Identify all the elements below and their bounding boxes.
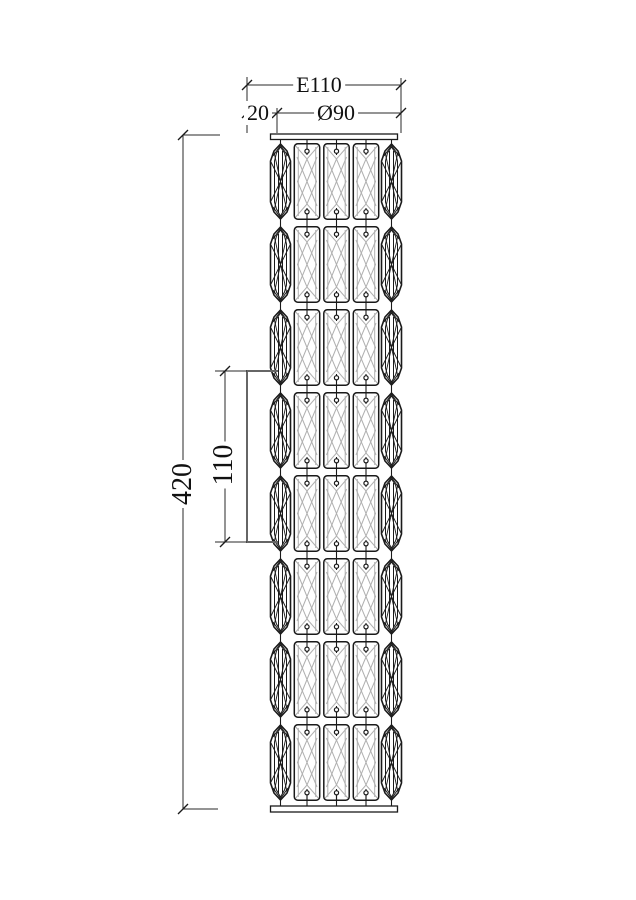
dimension-label-overall-width: E110 [293, 73, 345, 97]
dimension-label-diameter: Ø90 [314, 101, 358, 125]
dimension-label-overall-height: 420 [168, 460, 198, 508]
top-canopy-plate [271, 134, 398, 140]
crystal-row [271, 136, 402, 221]
crystal-row [271, 385, 402, 470]
crystal-column [271, 136, 402, 802]
crystal-row [271, 302, 402, 387]
crystal-row [271, 551, 402, 636]
crystal-row [271, 717, 402, 802]
bottom-plate [271, 806, 398, 812]
crystal-row [271, 468, 402, 553]
crystal-row [271, 634, 402, 719]
dimension-label-crystal-module: 110 [209, 442, 239, 489]
dimension-label-wall-offset: 20 [244, 101, 272, 125]
crystal-row [271, 219, 402, 304]
